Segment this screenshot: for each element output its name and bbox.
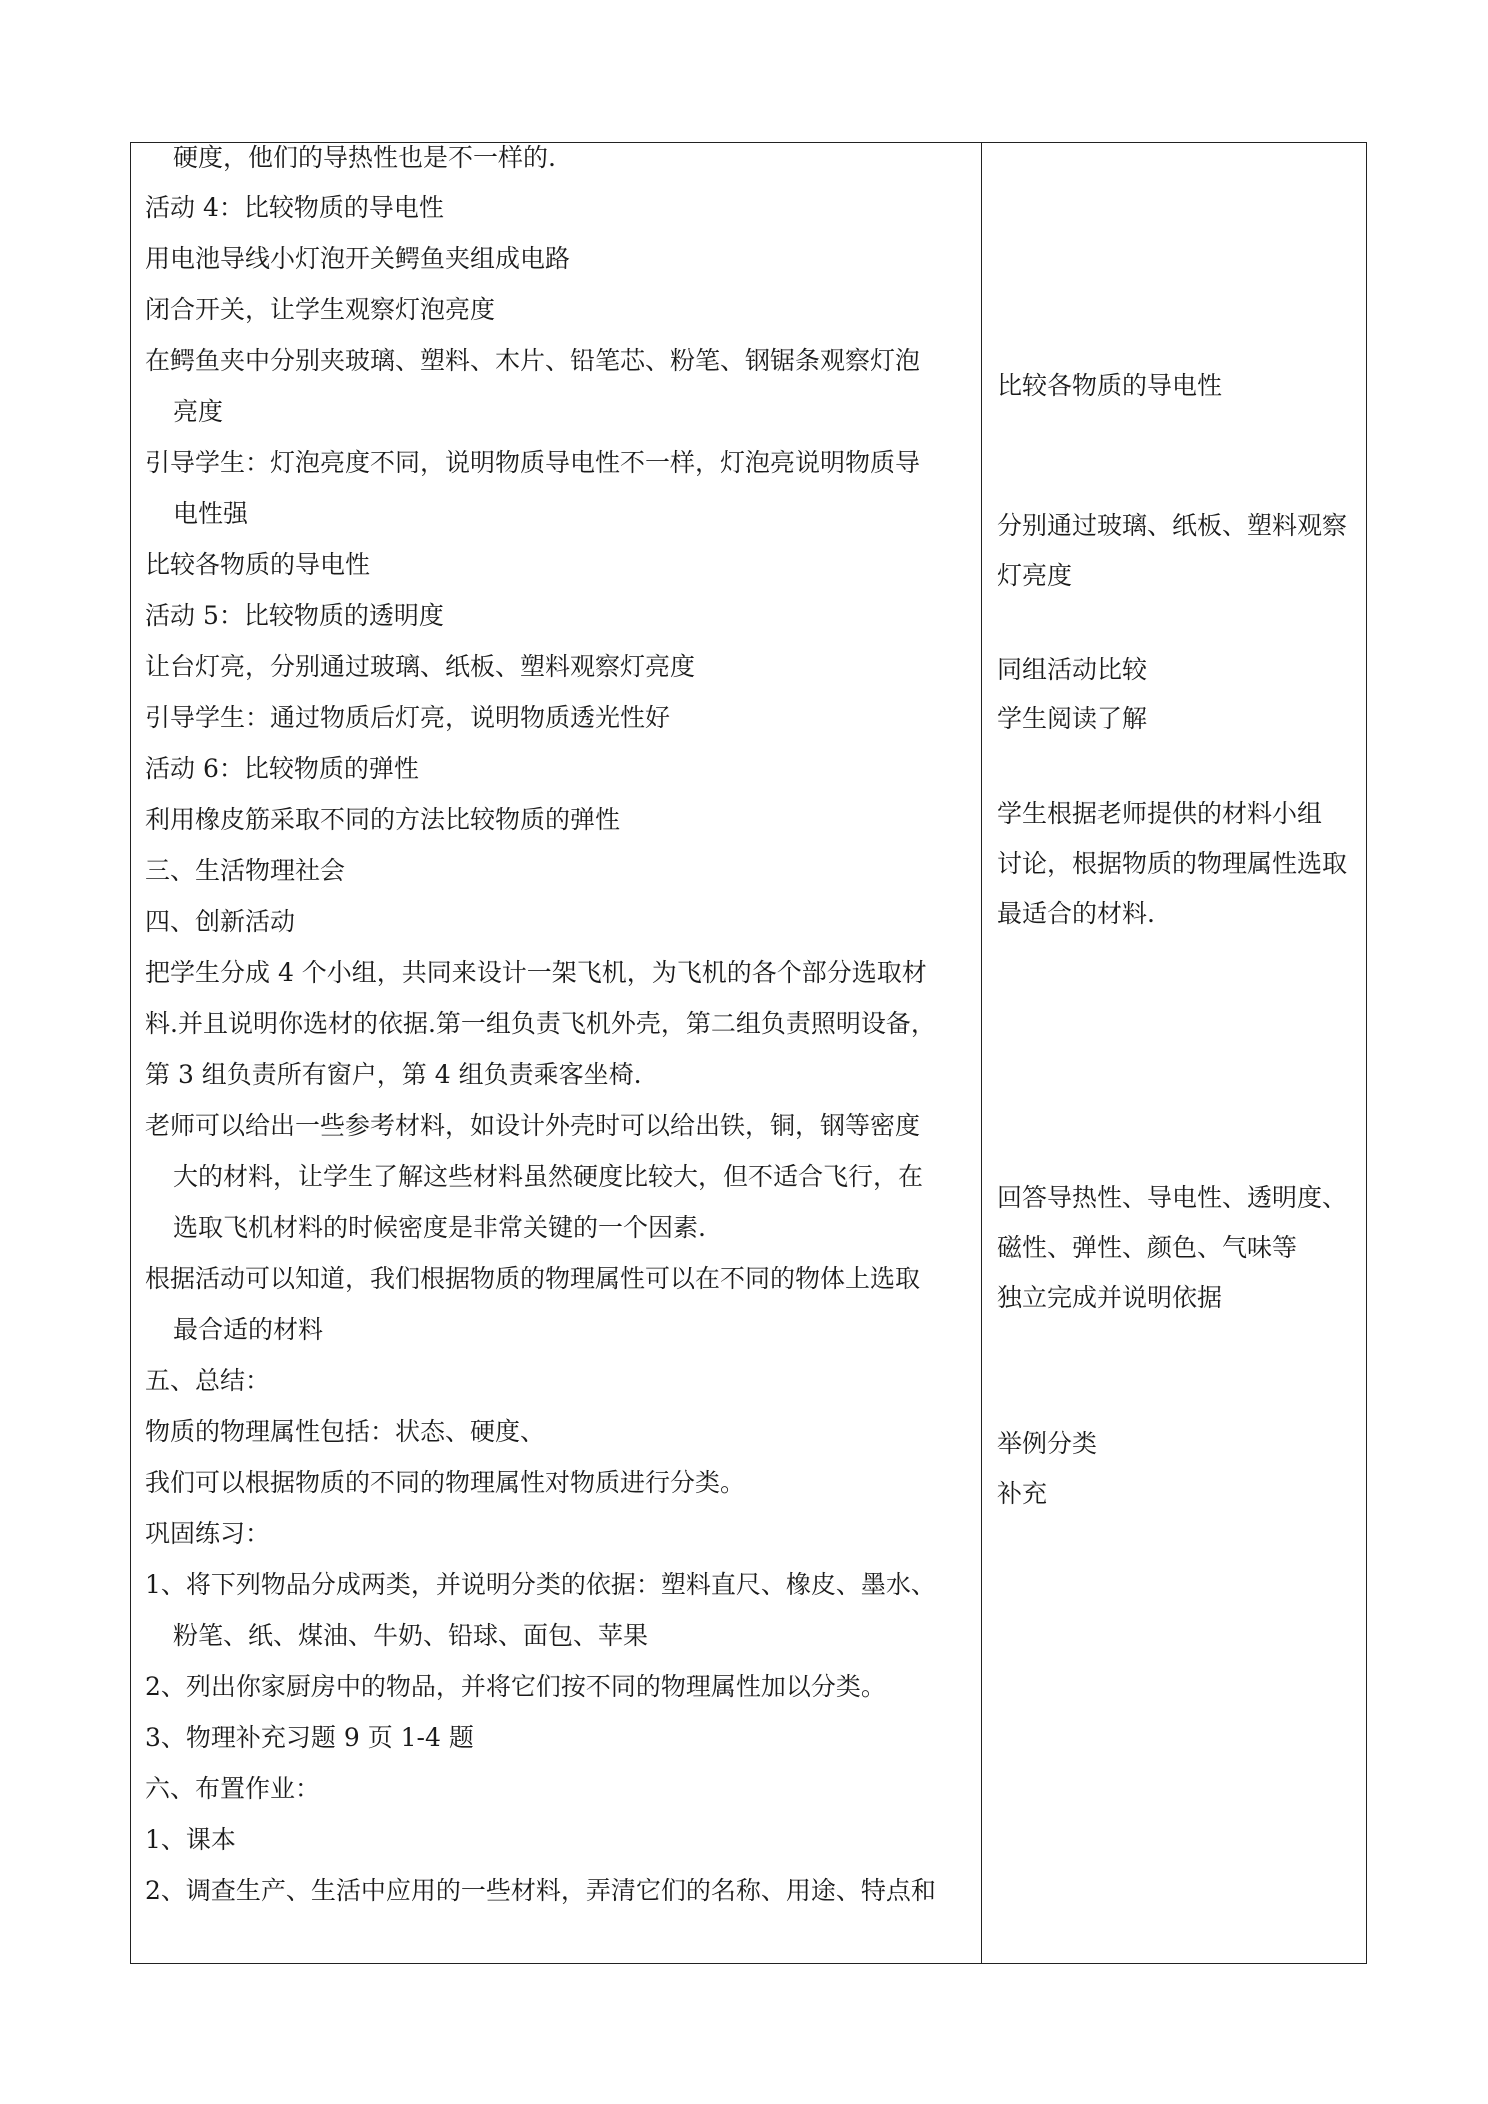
left-line-21: 大的材料，让学生了解这些材料虽然硬度比较大，但不适合飞行，在 <box>173 1162 924 1191</box>
left-line-10: 活动 5：比较物质的透明度 <box>145 601 444 630</box>
left-line-8: 电性强 <box>173 499 249 528</box>
right-line-2: 分别通过玻璃、纸板、塑料观察 <box>997 511 1348 540</box>
left-line-7: 引导学生：灯泡亮度不同，说明物质导电性不一样，灯泡亮说明物质导 <box>145 448 921 477</box>
left-line-33: 六、布置作业： <box>145 1774 321 1803</box>
left-line-29: 1、将下列物品分成两类，并说明分类的依据：塑料直尺、橡皮、墨水、 <box>145 1570 936 1599</box>
left-line-5: 在鳄鱼夹中分别夹玻璃、塑料、木片、铅笔芯、粉笔、钢锯条观察灯泡 <box>145 346 921 375</box>
left-line-34: 1、课本 <box>145 1825 236 1854</box>
left-line-28: 巩固练习： <box>145 1519 271 1548</box>
lesson-table <box>130 142 1367 1964</box>
left-line-13: 活动 6：比较物质的弹性 <box>145 754 419 783</box>
left-line-35: 2、调查生产、生活中应用的一些材料，弄清它们的名称、用途、特点和 <box>145 1876 936 1905</box>
left-line-15: 三、生活物理社会 <box>145 856 346 885</box>
left-line-23: 根据活动可以知道，我们根据物质的物理属性可以在不同的物体上选取 <box>145 1264 921 1293</box>
left-line-32: 3、物理补充习题 9 页 1-4 题 <box>145 1723 474 1752</box>
left-line-27: 我们可以根据物质的不同的物理属性对物质进行分类。 <box>145 1468 746 1497</box>
left-line-4: 闭合开关，让学生观察灯泡亮度 <box>145 295 496 324</box>
left-line-12: 引导学生：通过物质后灯亮，说明物质透光性好 <box>145 703 671 732</box>
left-line-2: 活动 4：比较物质的导电性 <box>145 193 444 222</box>
right-line-7: 讨论，根据物质的物理属性选取 <box>997 849 1348 878</box>
left-line-18: 料.并且说明你选材的依据.第一组负责飞机外壳，第二组负责照明设备， <box>145 1009 936 1038</box>
left-line-3: 用电池导线小灯泡开关鳄鱼夹组成电路 <box>145 244 571 273</box>
right-line-1: 比较各物质的导电性 <box>997 371 1223 400</box>
right-line-11: 独立完成并说明依据 <box>997 1283 1223 1312</box>
left-line-19: 第 3 组负责所有窗户，第 4 组负责乘客坐椅. <box>145 1060 642 1089</box>
left-line-14: 利用橡皮筋采取不同的方法比较物质的弹性 <box>145 805 621 834</box>
right-line-13: 补充 <box>997 1479 1048 1508</box>
left-line-30: 粉笔、纸、煤油、牛奶、铅球、面包、苹果 <box>173 1621 649 1650</box>
left-line-25: 五、总结： <box>145 1366 271 1395</box>
left-line-17: 把学生分成 4 个小组，共同来设计一架飞机，为飞机的各个部分选取材 <box>145 958 927 987</box>
right-line-6: 学生根据老师提供的材料小组 <box>997 799 1323 828</box>
right-line-8: 最适合的材料. <box>997 899 1155 928</box>
right-line-9: 回答导热性、导电性、透明度、 <box>997 1183 1348 1212</box>
left-line-11: 让台灯亮，分别通过玻璃、纸板、塑料观察灯亮度 <box>145 652 696 681</box>
left-line-16: 四、创新活动 <box>145 907 296 936</box>
right-line-4: 同组活动比较 <box>997 655 1148 684</box>
left-line-22: 选取飞机材料的时候密度是非常关键的一个因素. <box>173 1213 706 1242</box>
column-divider <box>981 143 982 1963</box>
right-line-10: 磁性、弹性、颜色、气味等 <box>997 1233 1298 1262</box>
right-line-12: 举例分类 <box>997 1429 1098 1458</box>
right-line-3: 灯亮度 <box>997 561 1073 590</box>
left-line-24: 最合适的材料 <box>173 1315 324 1344</box>
left-line-1: 硬度，他们的导热性也是不一样的. <box>173 143 556 172</box>
left-line-6: 亮度 <box>173 397 224 426</box>
left-line-20: 老师可以给出一些参考材料，如设计外壳时可以给出铁，铜，钢等密度 <box>145 1111 921 1140</box>
left-line-9: 比较各物质的导电性 <box>145 550 371 579</box>
right-line-5: 学生阅读了解 <box>997 704 1148 733</box>
left-line-31: 2、列出你家厨房中的物品，并将它们按不同的物理属性加以分类。 <box>145 1672 886 1701</box>
left-line-26: 物质的物理属性包括：状态、硬度、 <box>145 1417 546 1446</box>
